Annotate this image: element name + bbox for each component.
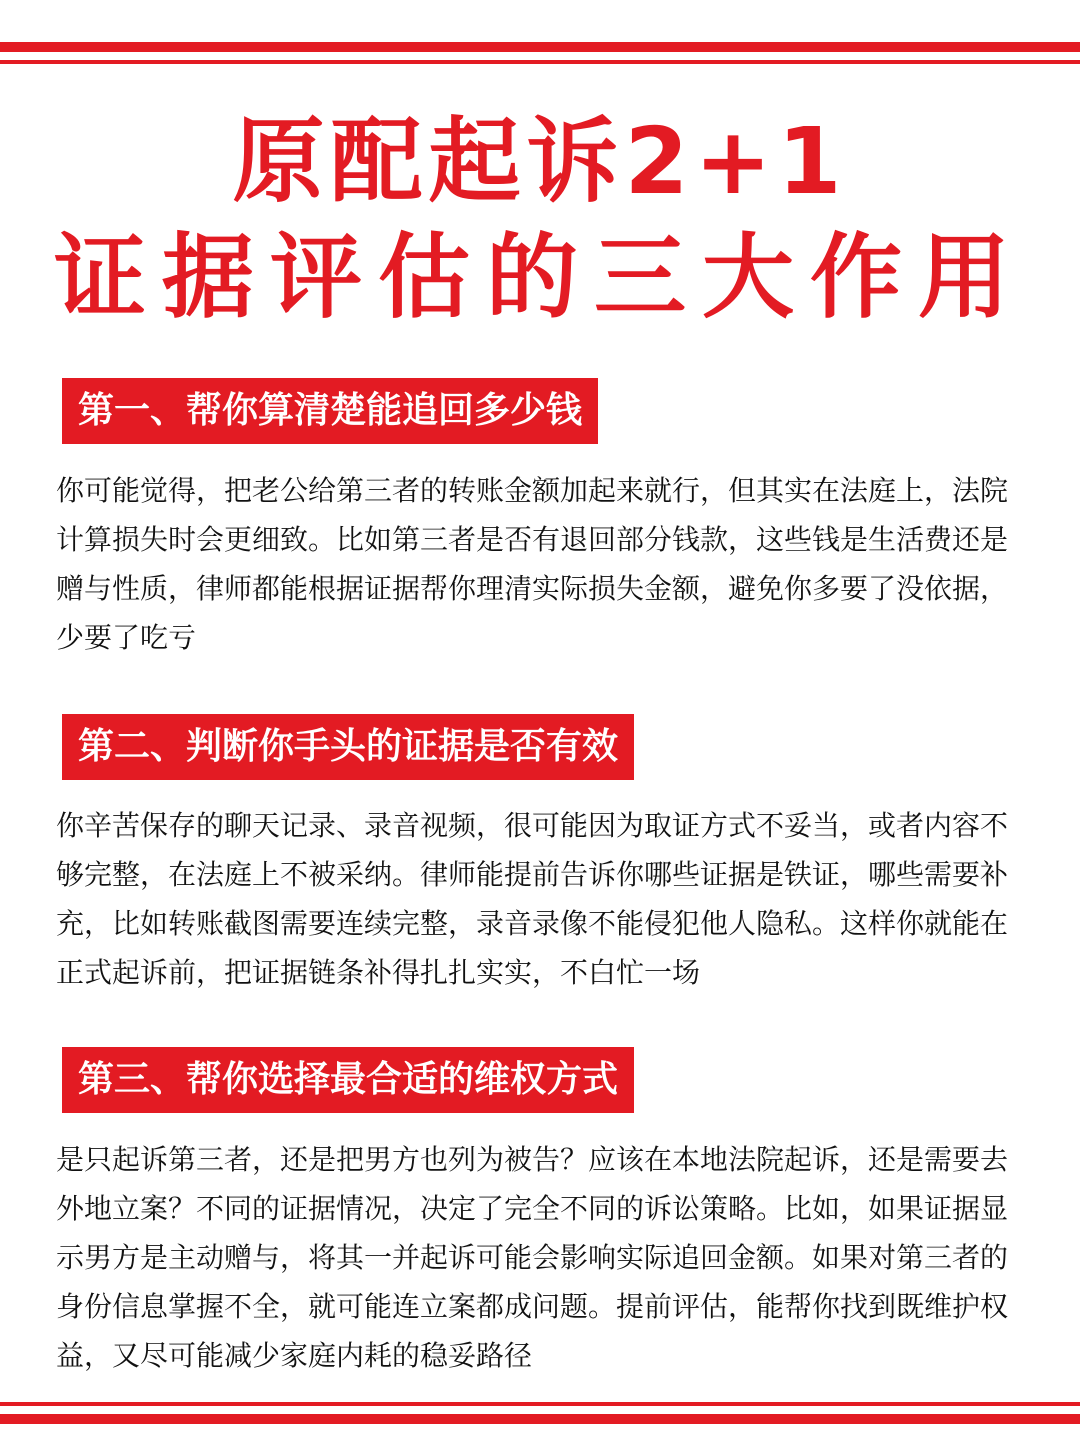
section-2-body: 你辛苦保存的聊天记录、录音视频，很可能因为取证方式不妥当，或者内容不够完整，在法庭上不被采纳。律师能提前告诉你哪些证据是铁证，哪些需要补充，比如转账截图需要连续完整，录音录像不能侵犯他人隐私。这样你就能在正式起诉前，把证据链条补得扎扎实实，不白忙一场	[56, 809, 1009, 989]
bottom-border-thin	[0, 1402, 1080, 1406]
section-2-heading: 第二、判断你手头的证据是否有效	[62, 714, 634, 780]
section-1-heading: 第一、帮你算清楚能追回多少钱	[62, 378, 598, 444]
title-line-2: 证据评估的三大作用	[53, 224, 1026, 331]
top-border-thick	[0, 42, 1080, 52]
bottom-border-thick	[0, 1414, 1080, 1424]
section-3-heading: 第三、帮你选择最合适的维权方式	[62, 1047, 634, 1113]
top-border-thin	[0, 60, 1080, 64]
title-line-1: 原配起诉2+1	[232, 108, 848, 215]
section-3-body: 是只起诉第三者，还是把男方也列为被告？应该在本地法院起诉，还是需要去外地立案？不同的证据情况，决定了完全不同的诉讼策略。比如，如果证据显示男方是主动赠与，将其一并起诉可能会影响实际追回金额。如果对第三者的身份信息掌握不全，就可能连立案都成问题。提前评估，能帮你找到既维护权益，又尽可能减少家庭内耗的稳妥路径	[56, 1143, 1009, 1372]
section-1-body: 你可能觉得，把老公给第三者的转账金额加起来就行，但其实在法庭上，法院计算损失时会更细致。比如第三者是否有退回部分钱款，这些钱是生活费还是赠与性质，律师都能根据证据帮你理清实际损失金额，避免你多要了没依据，少要了吃亏	[56, 474, 1009, 654]
